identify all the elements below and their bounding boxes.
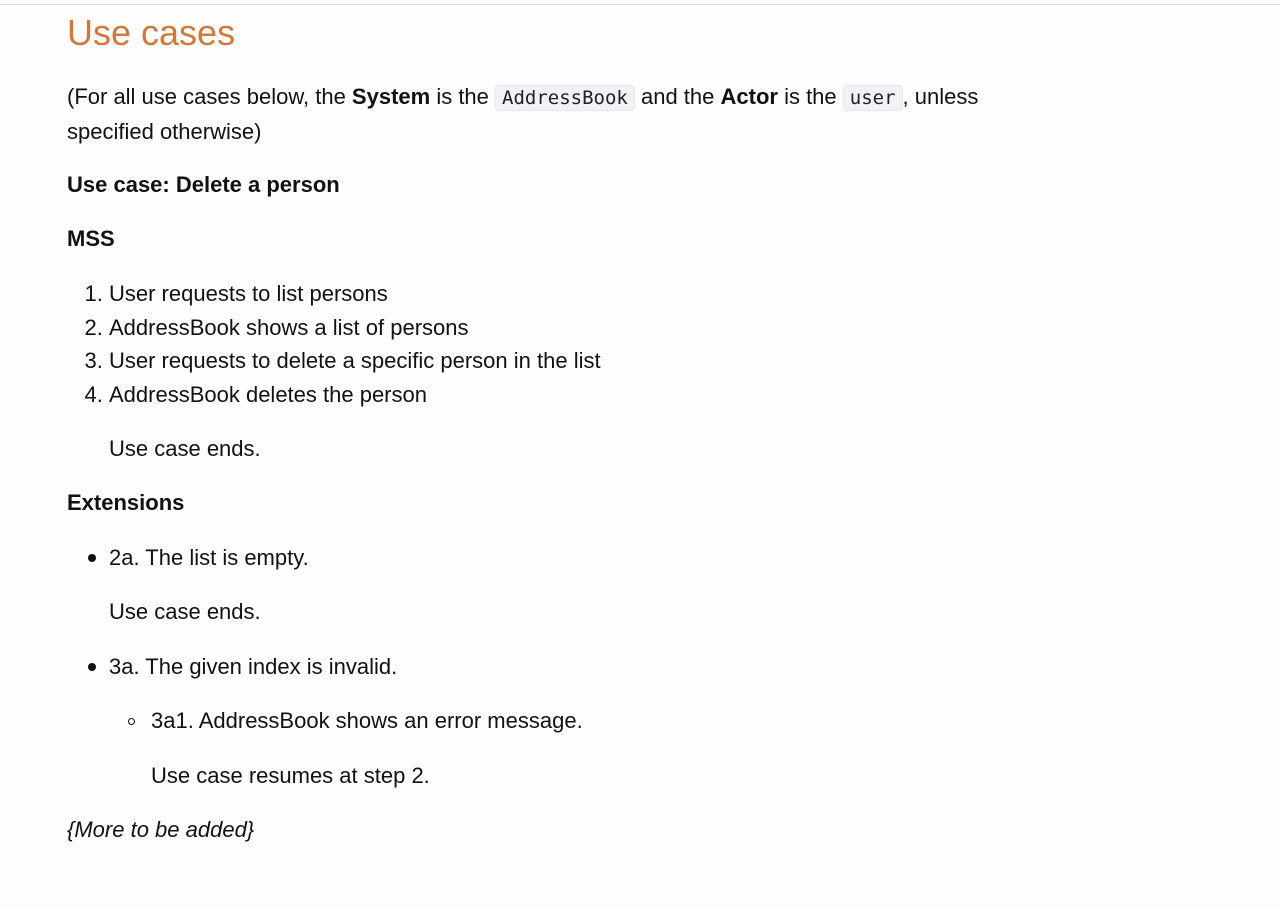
intro-paragraph: [67, 80, 1037, 148]
page-title: Use cases: [67, 12, 236, 53]
mss-step: 4. AddressBook deletes the person: [109, 378, 601, 412]
extension-item: 3a. The given index is invalid.: [109, 654, 398, 679]
mss-step: 1. User requests to list persons: [109, 277, 601, 311]
actor-label: Actor: [720, 84, 778, 109]
sub-extension-item: 3a1. AddressBook shows an error message.: [151, 708, 583, 733]
mss-end-note: Use case ends.: [109, 436, 261, 461]
system-value-code: AddressBook: [495, 85, 635, 111]
extensions-heading: Extensions: [67, 490, 185, 515]
bullet-dot-icon: [88, 554, 96, 562]
bullet-dot-icon: [88, 663, 96, 671]
mss-steps-list: [67, 277, 601, 411]
system-label: System: [351, 84, 431, 109]
mss-heading: MSS: [67, 226, 115, 251]
extension-item: 2a. The list is empty.: [109, 545, 309, 570]
mss-step: 3. User requests to delete a specific person in the list: [109, 344, 601, 378]
intro-text-1: (For all use cases below, the: [67, 84, 352, 109]
extension-note: Use case ends.: [109, 599, 261, 624]
intro-text-5: , unless specified otherwise): [67, 84, 979, 144]
actor-value-code: user: [843, 85, 903, 111]
bullet-circle-icon: [128, 718, 135, 725]
intro-text-2: is the: [430, 84, 496, 109]
use-case-title: Use case: Delete a person: [67, 172, 340, 197]
sub-extension-note: Use case resumes at step 2.: [151, 763, 430, 788]
mss-step: 2. AddressBook shows a list of persons: [109, 311, 601, 345]
more-to-be-added: {More to be added}: [67, 817, 255, 842]
intro-text-3: and the: [634, 84, 721, 109]
top-divider: [0, 4, 1280, 5]
intro-text-4: is the: [777, 84, 843, 109]
